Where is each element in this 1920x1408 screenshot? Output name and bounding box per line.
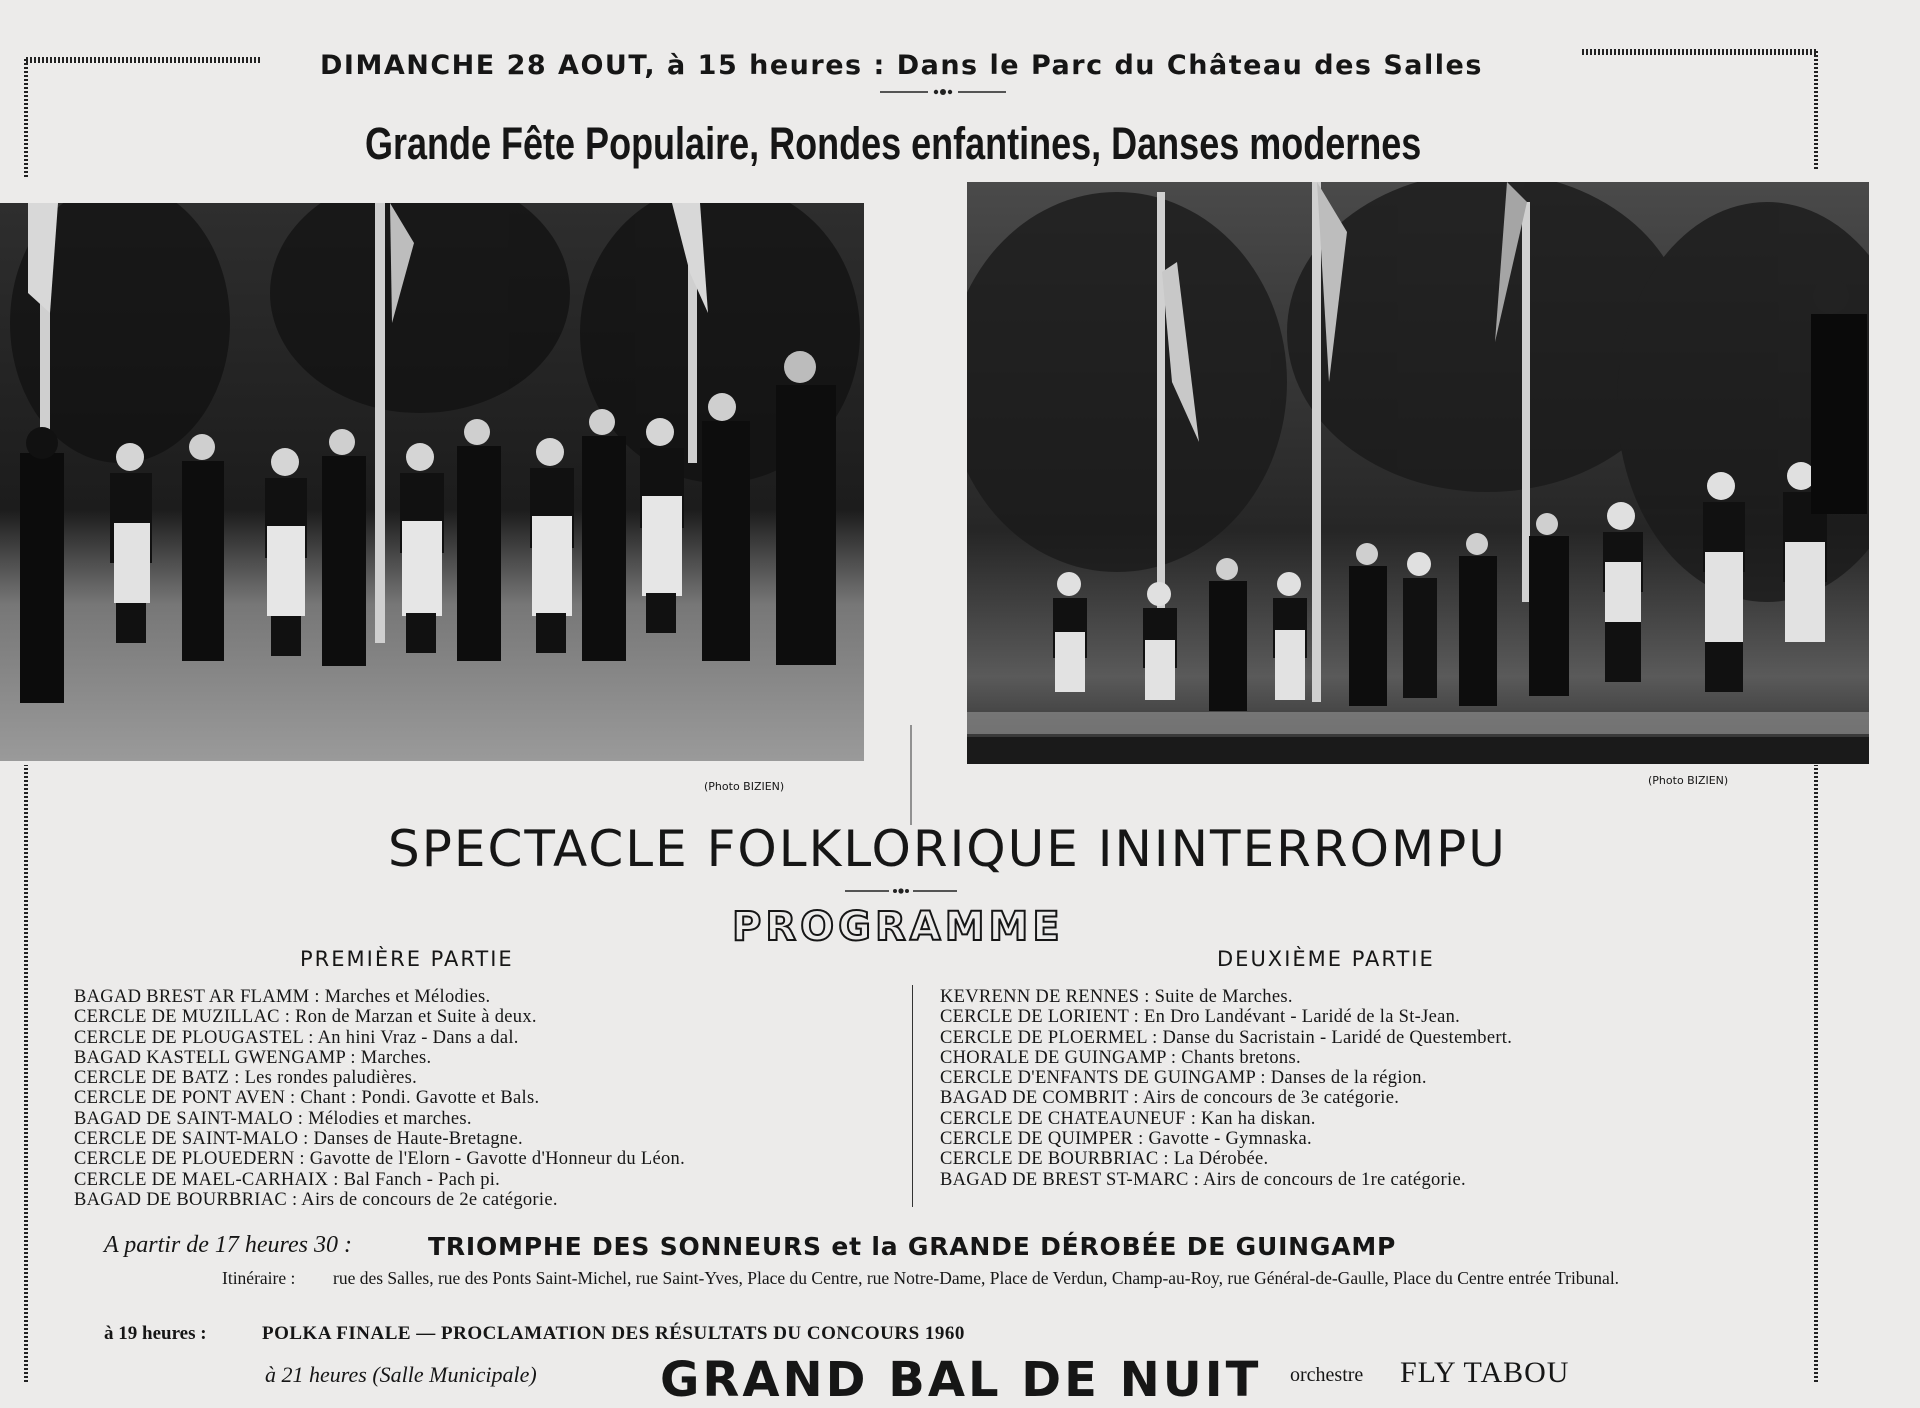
orchestre-name: FLY TABOU [1400,1356,1570,1389]
list-item: CERCLE DE SAINT-MALO : Danses de Haute-Bretagne. [74,1129,523,1150]
list-item: CERCLE D'ENFANTS DE GUINGAMP : Danses de la région. [940,1068,1427,1089]
triomphe-title: TRIOMPHE DES SONNEURS et la GRANDE DÉROBÉE DE GUINGAMP [428,1232,1397,1261]
list-item: CERCLE DE CHATEAUNEUF : Kan ha diskan. [940,1108,1316,1129]
list-item: CHORALE DE GUINGAMP : Chants bretons. [940,1047,1301,1068]
list-item: CERCLE DE BOURBRIAC : La Dérobée. [940,1149,1269,1170]
list-item: BAGAD DE COMBRIT : Airs de concours de 3e catégorie. [940,1088,1400,1109]
list-item: CERCLE DE PLOUGASTEL : An hini Vraz - Dans a dal. [74,1027,519,1048]
ornament-divider [845,887,957,895]
top-right-rule [1582,49,1818,55]
list-item: CERCLE DE MUZILLAC : Ron de Marzan et Suite à deux. [74,1007,537,1028]
list-item: CERCLE DE PONT AVEN : Chant : Pondi. Gavotte et Bals. [74,1088,540,1109]
column-separator [912,985,913,1207]
right-frame-rule-bottom [1814,765,1818,1382]
left-photo-credit: (Photo BIZIEN) [704,780,785,793]
list-item: CERCLE DE MAEL-CARHAIX : Bal Fanch - Pach pi. [74,1169,501,1190]
triomphe-time: A partir de 17 heures 30 : [104,1232,352,1258]
top-left-rule [26,57,262,63]
programme-title: PROGRAMME [732,904,1064,950]
list-item: CERCLE DE PLOUEDERN : Gavotte de l'Elorn - Gavotte d'Honneur du Léon. [74,1149,686,1170]
date-line: DIMANCHE 28 AOUT, à 15 heures : Dans le Parc du Château des Salles [320,50,1483,81]
premiere-partie-title: PREMIÈRE PARTIE [300,947,514,971]
ornament-divider [880,88,1006,96]
list-item: BAGAD BREST AR FLAMM : Marches et Mélodies. [74,987,491,1007]
finale-text: POLKA FINALE — PROCLAMATION DES RÉSULTATS DU CONCOURS 1960 [262,1323,965,1344]
list-item: KEVRENN DE RENNES : Suite de Marches. [940,987,1293,1007]
left-photo-folk-dancers [0,203,864,761]
fete-title: Grande Fête Populaire, Rondes enfantines, Danses modernes [365,118,1422,169]
left-frame-rule-bottom [24,765,28,1382]
list-item: BAGAD DE SAINT-MALO : Mélodies et marches. [74,1108,472,1129]
right-photo-credit: (Photo BIZIEN) [1648,774,1729,787]
itineraire-label: Itinéraire : [222,1268,296,1288]
right-frame-rule-top [1814,49,1818,169]
list-item: CERCLE DE QUIMPER : Gavotte - Gymnaska. [940,1129,1312,1150]
centre-fold-mark [910,725,912,825]
list-item: BAGAD KASTELL GWENGAMP : Marches. [74,1047,432,1068]
premiere-partie-list [74,987,685,1210]
finale-time: à 19 heures : [104,1323,207,1344]
list-item: CERCLE DE BATZ : Les rondes paludières. [74,1068,418,1089]
list-item: BAGAD DE BOURBRIAC : Airs de concours de 2e catégorie. [74,1189,558,1210]
orchestre-label: orchestre [1290,1364,1364,1386]
bal-title: GRAND BAL DE NUIT [660,1352,1262,1408]
deuxieme-partie-list [940,987,1512,1190]
spectacle-title: SPECTACLE FOLKLORIQUE ININTERROMPU [388,820,1507,878]
right-photo-folk-dancers [967,182,1869,764]
itineraire-text: rue des Salles, rue des Ponts Saint-Michel, rue Saint-Yves, Place du Centre, rue Notre-Dame, Place de Verdun, Champ-au-Roy, rue Général-de-Gaulle, Place du Centre entrée Tribunal. [333,1268,1620,1288]
left-frame-rule-top [24,57,28,177]
bal-time: à 21 heures (Salle Municipale) [265,1362,537,1387]
deuxieme-partie-title: DEUXIÈME PARTIE [1217,947,1435,971]
list-item: CERCLE DE PLOERMEL : Danse du Sacristain - Laridé de Questembert. [940,1027,1513,1048]
list-item: CERCLE DE LORIENT : En Dro Landévant - Laridé de la St-Jean. [940,1007,1461,1028]
list-item: BAGAD DE BREST ST-MARC : Airs de concours de 1re catégorie. [940,1169,1466,1190]
